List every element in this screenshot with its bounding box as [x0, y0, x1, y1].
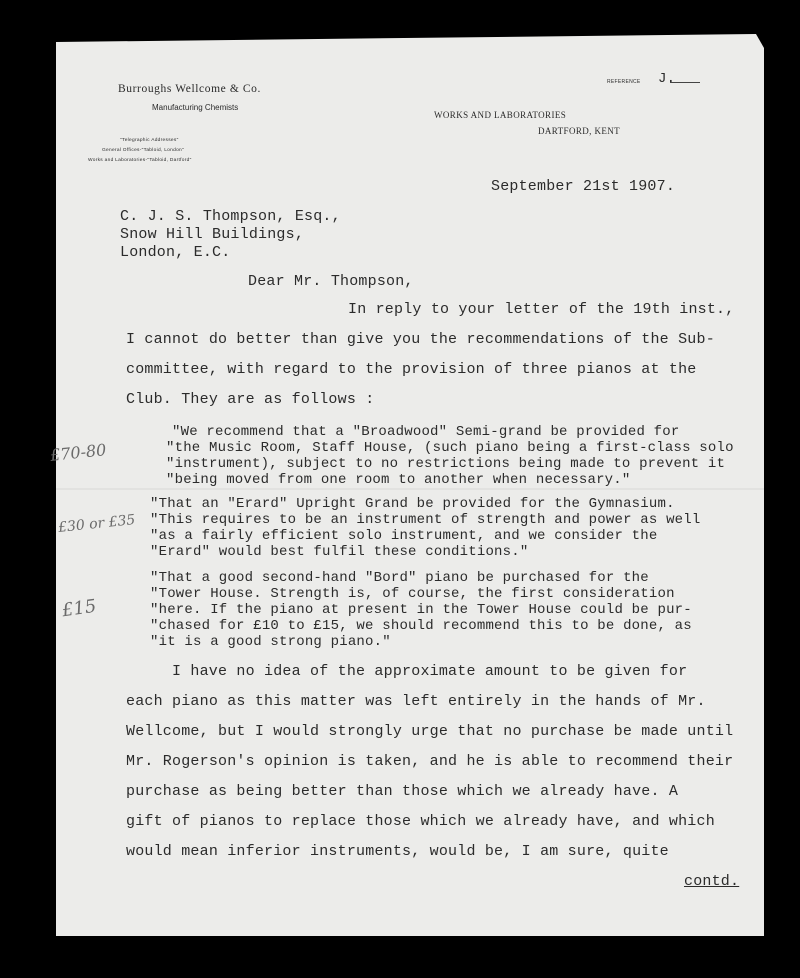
quote3-line: "That a good second-hand "Bord" piano be purchased for the [150, 570, 649, 586]
closing-line: gift of pianos to replace those which we already have, and which [126, 813, 715, 830]
margin-note-price: £15 [60, 595, 98, 622]
salutation: Dear Mr. Thompson, [248, 273, 414, 290]
quote3-line: "it is a good strong piano." [150, 634, 391, 650]
quote2-line: "That an "Erard" Upright Grand be provided for the Gymnasium. [150, 496, 675, 512]
recipient-line: Snow Hill Buildings, [120, 226, 305, 243]
company-name: Burroughs Wellcome & Co. [118, 83, 261, 95]
intro-line: committee, with regard to the provision of three pianos at the [126, 361, 697, 378]
recipient-line: C. J. S. Thompson, Esq., [120, 208, 341, 225]
quote1-line: "instrument), subject to no restrictions being made to prevent it [166, 456, 726, 472]
recipient-line: London, E.C. [120, 244, 231, 261]
reference-value: J. [658, 71, 676, 87]
quote1-line: "the Music Room, Staff House, (such piano being a first-class solo [166, 440, 734, 456]
quote1-line: "We recommend that a "Broadwood" Semi-grand be provided for [172, 424, 680, 440]
closing-line: each piano as this matter was left entirely in the hands of Mr. [126, 693, 706, 710]
letter-date: September 21st 1907. [491, 178, 676, 195]
closing-line: purchase as being better than those which we already have. A [126, 783, 679, 800]
closing-line: I have no idea of the approximate amount to be given for [172, 663, 688, 680]
quote2-line: "This requires to be an instrument of strength and power as well [150, 512, 701, 528]
intro-line: I cannot do better than give you the recommendations of the Sub- [126, 331, 715, 348]
margin-note-price: £70-80 [49, 440, 108, 465]
quote2-line: "Erard" would best fulfil these conditions." [150, 544, 529, 560]
quote3-line: "Tower House. Strength is, of course, the first consideration [150, 586, 675, 602]
intro-line: In reply to your letter of the 19th inst., [348, 301, 735, 318]
company-tagline: Manufacturing Chemists [152, 103, 239, 112]
closing-line: Wellcome, but I would strongly urge that no purchase be made until [126, 723, 734, 740]
quote1-line: "being moved from one room to another when necessary." [166, 472, 631, 488]
reference-label: REFERENCE [607, 79, 641, 85]
quote2-line: "as a fairly efficient solo instrument, and we consider the [150, 528, 658, 544]
telegraphic-general: General Offices-"Tabloid, London" [102, 148, 185, 153]
works-title: WORKS AND LABORATORIES [434, 110, 567, 120]
reference-underline [670, 82, 700, 83]
telegraphic-title: "Telegraphic Addresses" [120, 138, 179, 143]
closing-line: Mr. Rogerson's opinion is taken, and he is able to recommend their [126, 753, 734, 770]
telegraphic-works: Works and Laboratories-"Tabloid, Dartford" [88, 158, 192, 163]
intro-line: Club. They are as follows : [126, 391, 375, 408]
closing-line: would mean inferior instruments, would be, I am sure, quite [126, 843, 669, 860]
works-location: DARTFORD, KENT [538, 126, 621, 136]
quote3-line: "here. If the piano at present in the Tower House could be pur- [150, 602, 692, 618]
quote3-line: "chased for £10 to £15, we should recommend this to be done, as [150, 618, 692, 634]
continued-mark: contd. [684, 873, 740, 890]
fold-line [56, 488, 764, 490]
margin-note-price: £30 or £35 [57, 511, 137, 537]
